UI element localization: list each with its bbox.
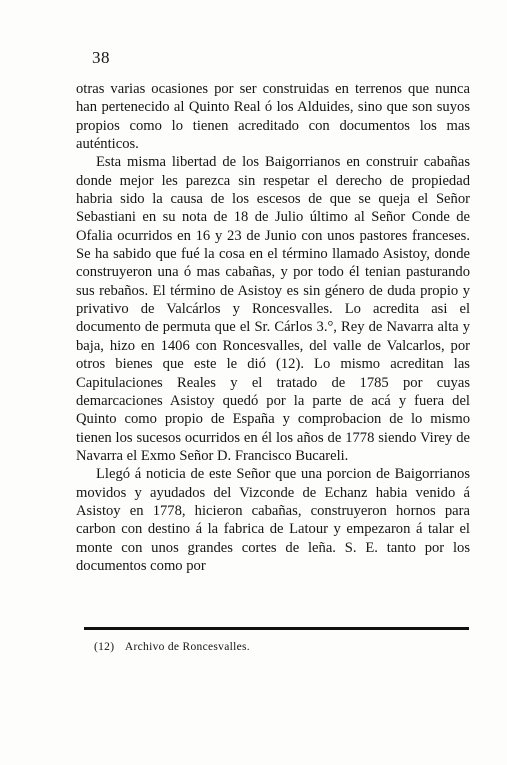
footnote-text: Archivo de Roncesvalles. xyxy=(124,641,250,653)
paragraph-1: otras varias ocasiones por ser construidas en terrenos que nunca han pertenecido al Quinto Real ó los Alduides, sino que son suyos propios como lo tienen acreditado con documentos los mas auténticos. xyxy=(76,81,470,153)
paragraph-2: Esta misma libertad de los Baigorrianos en construir cabañas donde mejor les parezca sin respetar el derecho de propiedad habria sido la causa de los escesos de que se queja el Señor Sebastiani en su nota de 18 de Julio último al Señor Conde de Ofalia ocurridos en 16 y 23 de Junio con unos pastores franceses. Se ha sabido que fué la cosa en el término llamado Asistoy, donde construyeron una ó mas cabañas, y por todo él tenian pasturando sus rebaños. El término de Asistoy es sin género de duda propio y privativo de Valcárlos y Roncesvalles. Lo acredita asi el documento de permuta que el Sr. Cárlos 3.°, Rey de Navarra alta y baja, hizo en 1406 con Roncesvalles, del valle de Valcarlos, por otros bienes que este le dió (12). Lo mismo acreditan las Capitulaciones Reales y el tratado de 1785 por cuyas demarcaciones Asistoy quedó por la parte de acá y fuera del Quinto como propio de España y comprobacion de lo mismo tienen los sucesos ocurridos en él los años de 1778 siendo Virey de Navarra el Exmo Señor D. Francisco Bucareli. xyxy=(76,154,470,464)
footnote xyxy=(94,641,250,653)
footnote-marker: (12) xyxy=(94,641,115,653)
main-text xyxy=(76,80,470,575)
page-number: 38 xyxy=(92,48,110,67)
paragraph-3: Llegó á noticia de este Señor que una porcion de Baigorrianos movidos y ayudados del Vizconde de Echanz habia venido á Asistoy en 1778, hicieron cabañas, construyeron hornos para carbon con destino á la fabrica de Latour y empezaron á talar el monte con unos grandes cortes de leña. S. E. tanto por los documentos como por xyxy=(76,466,470,574)
footnote-separator-rule xyxy=(84,627,469,630)
